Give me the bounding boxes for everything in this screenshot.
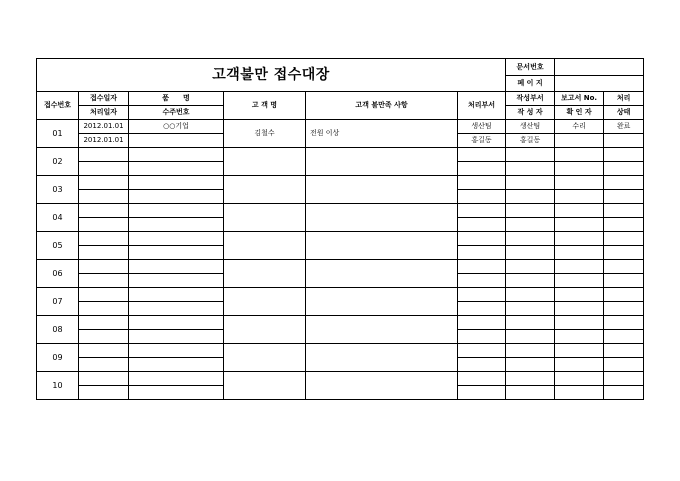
report-no-cell[interactable] bbox=[555, 260, 604, 274]
complaint-cell[interactable] bbox=[306, 148, 458, 176]
status-cell[interactable] bbox=[604, 260, 644, 274]
receipt-date-cell[interactable] bbox=[79, 288, 129, 302]
product-cell[interactable] bbox=[129, 372, 224, 386]
header-process-date: 처리일자 bbox=[79, 106, 129, 120]
dept-person-cell[interactable]: 홍길동 bbox=[458, 134, 506, 148]
dept-person-cell[interactable] bbox=[458, 302, 506, 316]
product-cell[interactable] bbox=[129, 344, 224, 358]
process-date-cell[interactable] bbox=[79, 302, 129, 316]
status-cell[interactable] bbox=[604, 148, 644, 162]
status-cell[interactable] bbox=[604, 176, 644, 190]
header-order-no: 수주번호 bbox=[129, 106, 224, 120]
dept-cell[interactable] bbox=[458, 288, 506, 302]
customer-cell[interactable] bbox=[224, 260, 306, 288]
process-date-cell[interactable] bbox=[79, 162, 129, 176]
writer-dept-cell[interactable] bbox=[506, 344, 555, 358]
complaint-register-table bbox=[36, 58, 644, 400]
status-cell-bottom[interactable] bbox=[604, 330, 644, 344]
receipt-date-cell[interactable] bbox=[79, 148, 129, 162]
complaint-cell[interactable] bbox=[306, 204, 458, 232]
dept-person-cell[interactable] bbox=[458, 218, 506, 232]
process-date-cell[interactable] bbox=[79, 274, 129, 288]
header-report-no: 보고서 No. bbox=[555, 92, 604, 106]
customer-cell[interactable] bbox=[224, 316, 306, 344]
page-label: 페 이 지 bbox=[506, 76, 555, 92]
header-writer-dept: 작성부서 bbox=[506, 92, 555, 106]
report-no-cell[interactable]: 수리 bbox=[555, 120, 604, 134]
row-number: 07 bbox=[37, 288, 79, 316]
order-no-cell[interactable] bbox=[129, 386, 224, 400]
writer-cell[interactable] bbox=[506, 386, 555, 400]
confirmer-cell[interactable] bbox=[555, 162, 604, 176]
dept-person-cell[interactable] bbox=[458, 274, 506, 288]
order-no-cell[interactable] bbox=[129, 134, 224, 148]
receipt-date-cell[interactable] bbox=[79, 204, 129, 218]
status-cell-bottom[interactable] bbox=[604, 246, 644, 260]
row-number: 08 bbox=[37, 316, 79, 344]
writer-dept-cell[interactable] bbox=[506, 232, 555, 246]
complaint-cell[interactable] bbox=[306, 344, 458, 372]
status-cell[interactable] bbox=[604, 372, 644, 386]
product-cell[interactable] bbox=[129, 204, 224, 218]
receipt-date-cell[interactable]: 2012.01.01 bbox=[79, 120, 129, 134]
doc-number-label: 문서번호 bbox=[506, 59, 555, 76]
confirmer-cell[interactable] bbox=[555, 190, 604, 204]
process-date-cell[interactable] bbox=[79, 190, 129, 204]
dept-cell[interactable] bbox=[458, 260, 506, 274]
report-no-cell[interactable] bbox=[555, 176, 604, 190]
order-no-cell[interactable] bbox=[129, 190, 224, 204]
customer-cell[interactable] bbox=[224, 204, 306, 232]
writer-cell[interactable] bbox=[506, 218, 555, 232]
receipt-date-cell[interactable] bbox=[79, 176, 129, 190]
writer-cell[interactable] bbox=[506, 162, 555, 176]
dept-person-cell[interactable] bbox=[458, 330, 506, 344]
status-cell-bottom[interactable] bbox=[604, 358, 644, 372]
dept-cell[interactable] bbox=[458, 316, 506, 330]
status-cell-bottom[interactable] bbox=[604, 302, 644, 316]
order-no-cell[interactable] bbox=[129, 162, 224, 176]
report-no-cell[interactable] bbox=[555, 288, 604, 302]
dept-cell[interactable]: 생산팀 bbox=[458, 120, 506, 134]
report-no-cell[interactable] bbox=[555, 232, 604, 246]
writer-cell[interactable] bbox=[506, 190, 555, 204]
complaint-cell[interactable] bbox=[306, 232, 458, 260]
row-number: 01 bbox=[37, 120, 79, 148]
writer-cell[interactable] bbox=[506, 358, 555, 372]
complaint-register-sheet bbox=[36, 58, 643, 400]
row-number: 02 bbox=[37, 148, 79, 176]
header-receipt-no: 접수번호 bbox=[37, 92, 79, 120]
dept-cell[interactable] bbox=[458, 176, 506, 190]
header-confirmer: 확 인 자 bbox=[555, 106, 604, 120]
order-no-cell[interactable] bbox=[129, 218, 224, 232]
dept-cell[interactable] bbox=[458, 372, 506, 386]
writer-dept-cell[interactable]: 생산팀 bbox=[506, 120, 555, 134]
confirmer-cell[interactable] bbox=[555, 274, 604, 288]
customer-cell[interactable] bbox=[224, 344, 306, 372]
order-no-cell[interactable] bbox=[129, 246, 224, 260]
row-number: 05 bbox=[37, 232, 79, 260]
receipt-date-cell[interactable] bbox=[79, 344, 129, 358]
customer-cell[interactable] bbox=[224, 372, 306, 400]
product-cell[interactable] bbox=[129, 260, 224, 274]
dept-person-cell[interactable] bbox=[458, 358, 506, 372]
order-no-cell[interactable] bbox=[129, 302, 224, 316]
customer-cell[interactable] bbox=[224, 176, 306, 204]
row-number: 04 bbox=[37, 204, 79, 232]
header-complaint: 고객 불만족 사항 bbox=[306, 92, 458, 120]
page-value[interactable] bbox=[555, 76, 644, 92]
report-no-cell[interactable] bbox=[555, 148, 604, 162]
receipt-date-cell[interactable] bbox=[79, 372, 129, 386]
order-no-cell[interactable] bbox=[129, 330, 224, 344]
process-date-cell[interactable] bbox=[79, 386, 129, 400]
order-no-cell[interactable] bbox=[129, 274, 224, 288]
confirmer-cell[interactable] bbox=[555, 302, 604, 316]
process-date-cell[interactable] bbox=[79, 330, 129, 344]
doc-number-value[interactable] bbox=[555, 59, 644, 76]
writer-dept-cell[interactable] bbox=[506, 372, 555, 386]
status-cell[interactable] bbox=[604, 316, 644, 330]
product-cell[interactable] bbox=[129, 288, 224, 302]
complaint-cell[interactable] bbox=[306, 288, 458, 316]
order-no-cell[interactable] bbox=[129, 358, 224, 372]
process-date-cell[interactable] bbox=[79, 358, 129, 372]
customer-cell[interactable] bbox=[224, 148, 306, 176]
product-cell[interactable] bbox=[129, 316, 224, 330]
writer-dept-cell[interactable] bbox=[506, 260, 555, 274]
status-cell[interactable] bbox=[604, 232, 644, 246]
header-receipt-date: 접수일자 bbox=[79, 92, 129, 106]
receipt-date-cell[interactable] bbox=[79, 260, 129, 274]
writer-cell[interactable] bbox=[506, 330, 555, 344]
status-cell-bottom[interactable] bbox=[604, 134, 644, 148]
product-cell[interactable] bbox=[129, 232, 224, 246]
product-cell[interactable]: ○○기업 bbox=[129, 120, 224, 134]
dept-cell[interactable] bbox=[458, 232, 506, 246]
receipt-date-cell[interactable] bbox=[79, 232, 129, 246]
process-date-cell[interactable] bbox=[79, 218, 129, 232]
header-dept: 처리부서 bbox=[458, 92, 506, 120]
report-no-cell[interactable] bbox=[555, 344, 604, 358]
complaint-cell[interactable] bbox=[306, 176, 458, 204]
customer-cell[interactable] bbox=[224, 232, 306, 260]
customer-cell[interactable] bbox=[224, 288, 306, 316]
complaint-cell[interactable]: 전원 이상 bbox=[306, 120, 458, 148]
status-cell[interactable] bbox=[604, 204, 644, 218]
dept-person-cell[interactable] bbox=[458, 246, 506, 260]
complaint-cell[interactable] bbox=[306, 260, 458, 288]
complaint-cell[interactable] bbox=[306, 316, 458, 344]
product-cell[interactable] bbox=[129, 148, 224, 162]
writer-cell[interactable]: 홍길동 bbox=[506, 134, 555, 148]
status-cell-bottom[interactable] bbox=[604, 274, 644, 288]
writer-dept-cell[interactable] bbox=[506, 148, 555, 162]
status-cell-bottom[interactable] bbox=[604, 190, 644, 204]
row-number: 03 bbox=[37, 176, 79, 204]
writer-dept-cell[interactable] bbox=[506, 204, 555, 218]
header-product: 품 명 bbox=[129, 92, 224, 106]
product-cell[interactable] bbox=[129, 176, 224, 190]
process-date-cell[interactable]: 2012.01.01 bbox=[79, 134, 129, 148]
writer-dept-cell[interactable] bbox=[506, 316, 555, 330]
row-number: 09 bbox=[37, 344, 79, 372]
writer-dept-cell[interactable] bbox=[506, 288, 555, 302]
status-cell[interactable] bbox=[604, 344, 644, 358]
status-cell-bottom[interactable] bbox=[604, 218, 644, 232]
status-cell-bottom[interactable] bbox=[604, 162, 644, 176]
confirmer-cell[interactable] bbox=[555, 246, 604, 260]
header-writer: 작 성 자 bbox=[506, 106, 555, 120]
dept-person-cell[interactable] bbox=[458, 162, 506, 176]
header-customer: 고 객 명 bbox=[224, 92, 306, 120]
confirmer-cell[interactable] bbox=[555, 134, 604, 148]
writer-cell[interactable] bbox=[506, 302, 555, 316]
status-cell-bottom[interactable] bbox=[604, 386, 644, 400]
writer-cell[interactable] bbox=[506, 246, 555, 260]
report-no-cell[interactable] bbox=[555, 316, 604, 330]
dept-cell[interactable] bbox=[458, 148, 506, 162]
dept-person-cell[interactable] bbox=[458, 386, 506, 400]
process-date-cell[interactable] bbox=[79, 246, 129, 260]
row-number: 06 bbox=[37, 260, 79, 288]
row-number: 10 bbox=[37, 372, 79, 400]
complaint-cell[interactable] bbox=[306, 372, 458, 400]
status-cell[interactable]: 완료 bbox=[604, 120, 644, 134]
report-no-cell[interactable] bbox=[555, 204, 604, 218]
customer-cell[interactable]: 김철수 bbox=[224, 120, 306, 148]
receipt-date-cell[interactable] bbox=[79, 316, 129, 330]
dept-person-cell[interactable] bbox=[458, 190, 506, 204]
confirmer-cell[interactable] bbox=[555, 358, 604, 372]
header-status-bottom: 상태 bbox=[604, 106, 644, 120]
dept-cell[interactable] bbox=[458, 204, 506, 218]
writer-dept-cell[interactable] bbox=[506, 176, 555, 190]
dept-cell[interactable] bbox=[458, 344, 506, 358]
page-title: 고객불만 접수대장 bbox=[37, 59, 506, 92]
report-no-cell[interactable] bbox=[555, 372, 604, 386]
header-status-top: 처리 bbox=[604, 92, 644, 106]
confirmer-cell[interactable] bbox=[555, 330, 604, 344]
writer-cell[interactable] bbox=[506, 274, 555, 288]
confirmer-cell[interactable] bbox=[555, 218, 604, 232]
status-cell[interactable] bbox=[604, 288, 644, 302]
confirmer-cell[interactable] bbox=[555, 386, 604, 400]
